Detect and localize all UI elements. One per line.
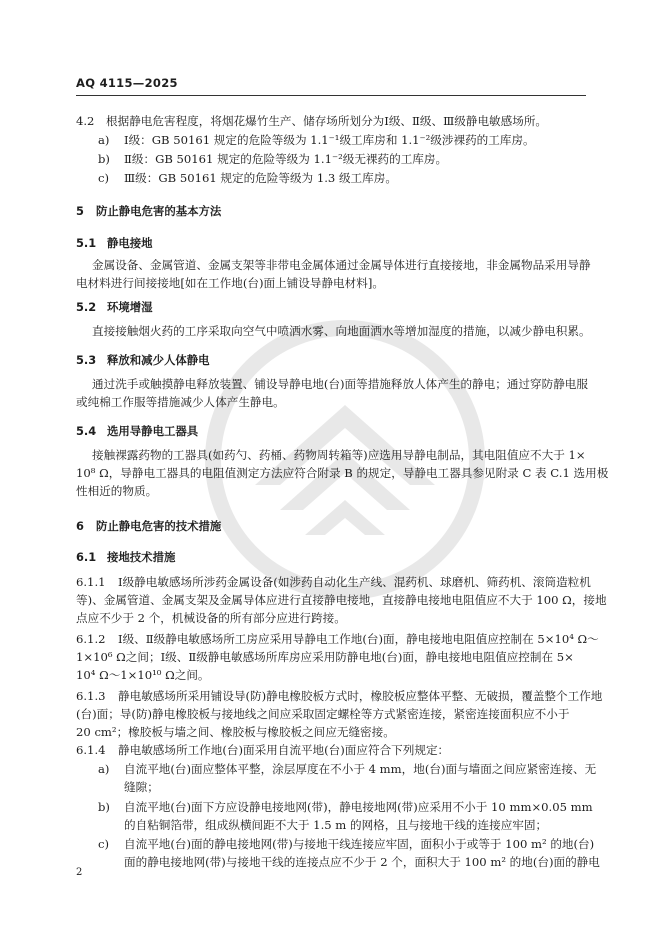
list-item-b: b) 自流平地(台)面下方应设静电接地网(带)，静电接地网(带)应采用不小于 10 mm×0.05 mm [98,800,593,814]
clause-6-1-2: 6.1.2 Ⅰ级、Ⅱ级静电敏感场所工房应采用导静电工作地(台)面，静电接地电阻值应控制在 5×10⁴ Ω～ [76,632,599,646]
clause-4-2: 4.2 根据静电危害程度，将烟花爆竹生产、储存场所划分为Ⅰ级、Ⅱ级、Ⅲ级静电敏感场所。 [76,114,548,128]
clause-5-2-heading: 5.2 环境增湿 [76,300,153,314]
paragraph-line: (台)面；导(防)静电橡胶板与接地线之间应采取固定螺栓等方式紧密连接，紧密连接面积应不小于 [76,707,570,721]
list-item-a: a) 自流平地(台)面应整体平整，涂层厚度在不小于 4 mm，地(台)面与墙面之间应紧密连接、无 [98,762,597,776]
paragraph-line: 1×10⁶ Ω之间；Ⅰ级、Ⅱ级静电敏感场所库房应采用防静电地(台)面，静电接地电阻值应控制在 5× [76,650,574,664]
list-item-b: b) Ⅱ级：GB 50161 规定的危险等级为 1.1⁻²级无裸药的工库房。 [98,152,448,166]
section-6-heading: 6 防止静电危害的技术措施 [76,519,222,533]
clause-5-4-heading: 5.4 选用导静电工器具 [76,424,199,438]
page-number: 2 [76,867,83,878]
clause-6-1-1: 6.1.1 Ⅰ级静电敏感场所涉药金属设备(如涉药自动化生产线、混药机、球磨机、筛药机、滚筒造粒机 [76,575,591,589]
paragraph-line: 接触裸露药物的工器具(如药勺、药桶、药物周转箱等)应选用导静电制品，其电阻值应不大于 1× [92,448,586,462]
paragraph-line: 金属设备、金属管道、金属支架等非带电金属体通过金属导体进行直接接地，非金属物品采用导静 [92,258,591,272]
paragraph-line: 直接接触烟火药的工序采取向空气中喷洒水雾、向地面洒水等增加湿度的措施，以减少静电积累。 [92,324,591,338]
list-item-c: c) Ⅲ级：GB 50161 规定的危险等级为 1.3 级工库房。 [98,171,397,185]
clause-5-3-heading: 5.3 释放和减少人体静电 [76,353,210,367]
list-item-a: a) Ⅰ级：GB 50161 规定的危险等级为 1.1⁻¹级工库房和 1.1⁻²级涉裸药的工库房。 [98,133,535,147]
paragraph-line: 的自粘铜箔带，组成纵横间距不大于 1.5 m 的网格，且与接地干线的连接应牢固； [124,818,548,832]
paragraph-line: 10⁴ Ω～1×10¹⁰ Ω之间。 [76,668,210,682]
list-item-c: c) 自流平地(台)面的静电接地网(带)与接地干线连接应牢固，面积小于或等于 100 m² 的地(台) [98,837,595,851]
paragraph-line: 缝隙； [124,780,159,794]
section-5-heading: 5 防止静电危害的基本方法 [76,204,222,218]
clause-6-1-3: 6.1.3 静电敏感场所采用铺设导(防)静电橡胶板方式时，橡胶板应整体平整、无破损，覆盖整个工作地 [76,689,603,703]
clause-5-1-heading: 5.1 静电接地 [76,236,153,250]
paragraph-line: 性相近的物质。 [76,484,158,498]
paragraph-line: 或纯棉工作服等措施减少人体产生静电。 [76,395,285,409]
clause-6-1-heading: 6.1 接地技术措施 [76,550,176,564]
paragraph-line: 10⁸ Ω，导静电工器具的电阻值测定方法应符合附录 B 的规定，导静电工器具参见附录 C 表 C.1 选用极 [76,466,609,480]
standard-code-header: AQ 4115—2025 [76,76,178,90]
clause-6-1-4: 6.1.4 静电敏感场所工作地(台)面采用自流平地(台)面应符合下列规定： [76,743,450,757]
paragraph-line: 点应不少于 2 个，机械设备的所有部分应进行跨接。 [76,611,346,625]
header-divider [76,95,586,96]
paragraph-line: 20 cm²；橡胶板与墙之间、橡胶板与橡胶板之间应无缝密接。 [76,725,395,739]
paragraph-line: 面的静电接地网(带)与接地干线的连接点应不少于 2 个，面积大于 100 m² 的地(台)面的静电 [124,855,600,869]
paragraph-line: 通过洗手或触摸静电释放装置、铺设导静电地(台)面等措施释放人体产生的静电；通过穿防静电服 [92,377,588,391]
paragraph-line: 电材料进行间接接地[如在工作地(台)面上铺设导静电材料]。 [76,276,384,290]
paragraph-line: 等)、金属管道、金属支架及金属导体应进行直接静电接地，直接静电接地电阻值应不大于 100 Ω，接地 [76,593,607,607]
